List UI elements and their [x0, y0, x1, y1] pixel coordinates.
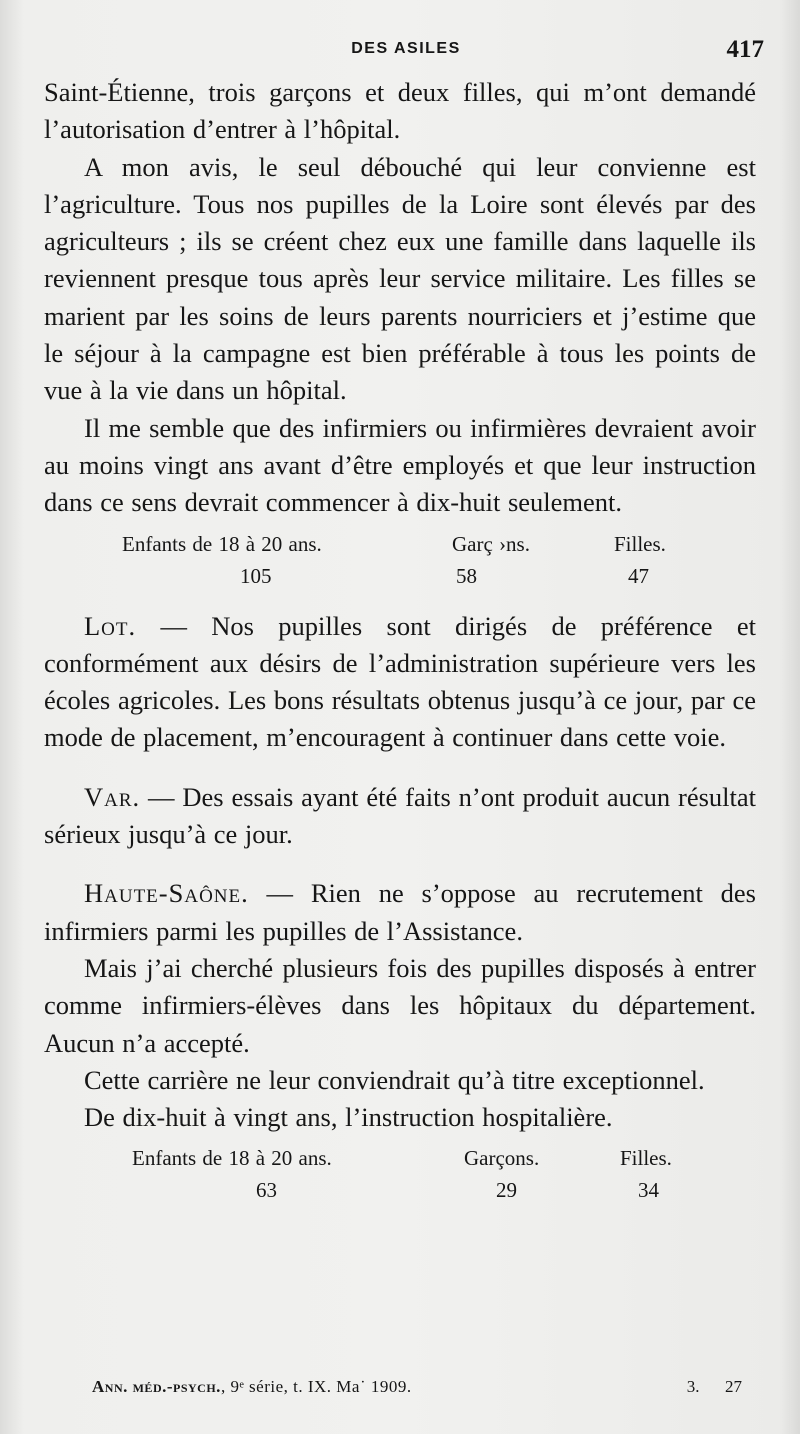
stats-total: 105 [240, 563, 272, 588]
stats-total: 63 [256, 1178, 277, 1203]
running-title: DES ASILES [351, 40, 461, 57]
stats-header-row [44, 1142, 756, 1174]
stats-header-row [44, 528, 756, 560]
stats-girls: 34 [638, 1178, 659, 1203]
stats-girls: 47 [628, 563, 649, 588]
paragraph-saint-etienne: Saint-Étienne, trois garçons et deux filles, qui m’ont demandé l’autorisation d’entrer à l’hôpital. [44, 77, 756, 145]
stats-table-loire [44, 528, 756, 592]
page-number: 417 [726, 36, 764, 63]
paragraph-haute-saone-text: — Rien ne s’oppose au recrutement des infirmiers parmi les pupilles de l’Assistance. [44, 878, 756, 946]
paragraph-agriculture: A mon avis, le seul débouché qui leur convienne est l’agriculture. Tous nos pupilles de la Loire sont élevés par des agriculteurs ; ils se créent chez eux une famille dans laquelle ils reviennent presque tous après leur service militaire. Les filles se marient par les soins de leurs parents nourriciers et j’estime que le séjour à la campagne est bien préférable à tous les points de vue à la vie dans un hôpital. [44, 151, 756, 406]
department-name-haute-saone: Haute-Saône. [84, 878, 249, 909]
paragraph-var-text: — Des essais ayant été faits n’ont produit aucun résultat sérieux jusqu’à ce jour. [44, 781, 756, 850]
signature-mark [687, 1377, 742, 1397]
page-header [48, 36, 764, 70]
sheet-number: 27 [725, 1377, 742, 1396]
paragraph-instruction: De dix-huit à vingt ans, l’instruction hospitalière. [84, 1102, 613, 1133]
journal-abbrev: Ann. méd.-psych. [92, 1377, 221, 1396]
stats-boys-label: Garçons. [464, 1146, 540, 1171]
stats-boys: 58 [456, 563, 477, 588]
paragraph-carriere: Cette carrière ne leur conviendrait qu’à titre exceptionnel. [84, 1064, 705, 1095]
stats-label: Enfants de 18 à 20 ans. [132, 1146, 332, 1171]
stats-boys-label: Garç ›ns. [452, 531, 530, 556]
stats-value-row [44, 1174, 756, 1206]
department-name-lot: Lot. [84, 610, 137, 641]
stats-girls-label: Filles. [614, 531, 666, 556]
stats-boys: 29 [496, 1178, 517, 1203]
journal-citation [92, 1377, 412, 1397]
paragraph-var [44, 779, 756, 854]
signature-number: 3. [686, 1377, 700, 1396]
page-footer [92, 1377, 742, 1403]
paragraph-pupilles-disposes: Mais j’ai cherché plusieurs fois des pupilles disposés à entrer comme infirmiers-élèves dans les hôpitaux du département. Aucun n’a accepté. [44, 952, 756, 1058]
paragraph-infirmiers-age: Il me semble que des infirmiers ou infirmières devraient avoir au moins vingt ans avant d’être employés et que leur instruction dans ce sens devrait commencer à dix-huit seulement. [44, 412, 756, 518]
stats-girls-label: Filles. [620, 1146, 672, 1171]
paragraph-lot-text: — Nos pupilles sont dirigés de préférence et conformément aux désirs de l’administration supérieure vers les écoles agricoles. Les bons résultats obtenus jusqu’à ce jour, par ce mode de placement, m’encouragent à continuer dans cette voie. [44, 610, 756, 753]
journal-citation-rest: , 9ᵉ série, t. IX. Ma˙ 1909. [220, 1377, 412, 1396]
paragraph-haute-saone [44, 875, 756, 950]
paragraph-lot [44, 608, 756, 757]
body-text [44, 74, 756, 1214]
department-name-var: Var. [84, 781, 141, 812]
stats-label: Enfants de 18 à 20 ans. [122, 531, 322, 556]
stats-table-haute-saone [44, 1142, 756, 1206]
stats-value-row [44, 560, 756, 592]
